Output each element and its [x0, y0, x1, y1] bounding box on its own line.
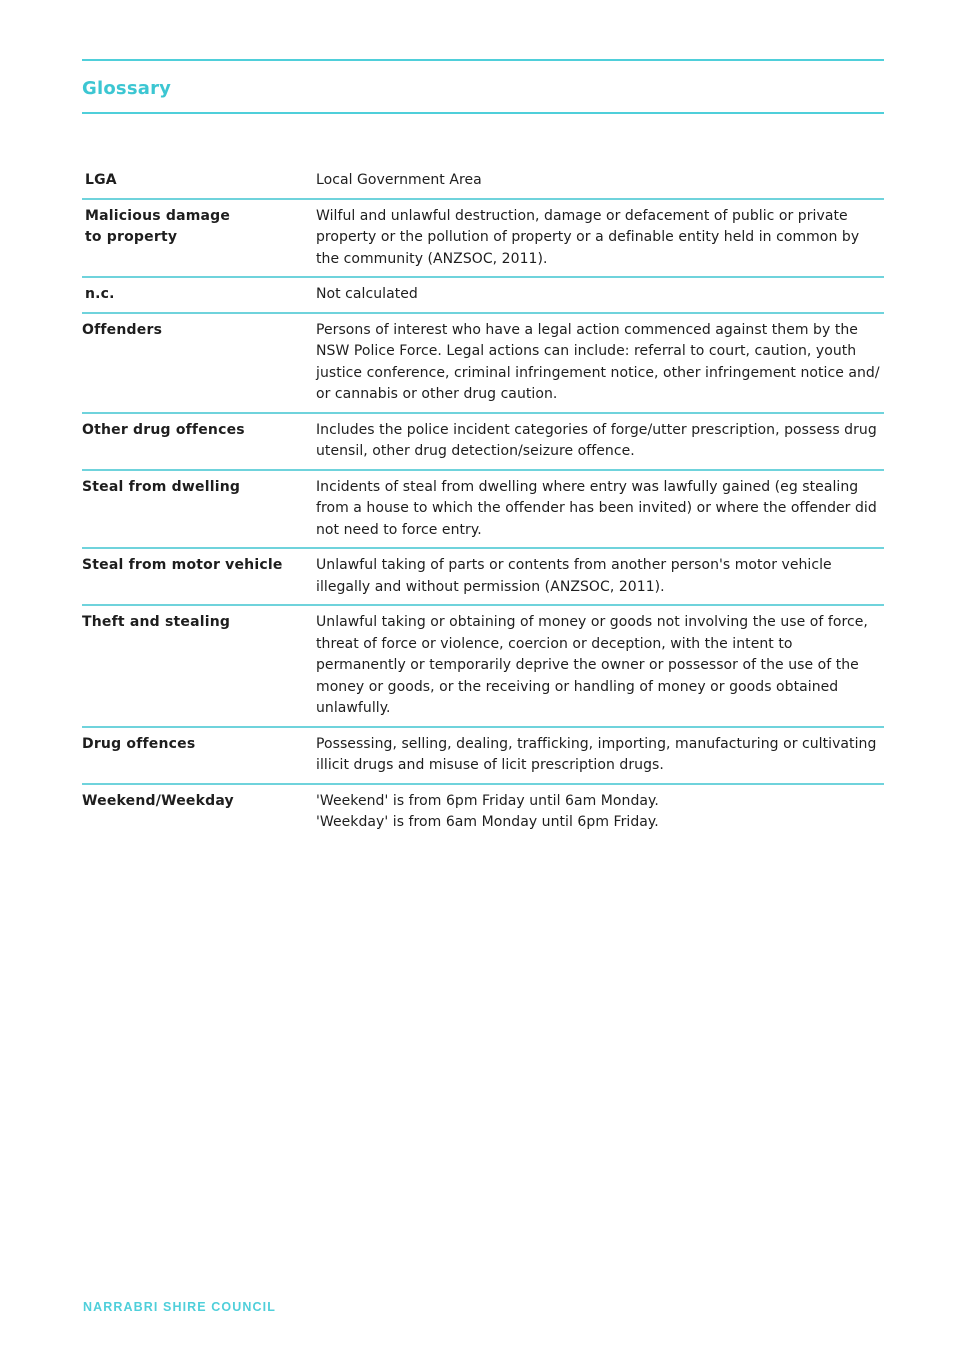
glossary-row-steal-from-dwelling — [82, 475, 884, 550]
glossary-term: Malicious damage to property — [85, 207, 231, 245]
glossary-term: Offenders — [82, 321, 163, 338]
glossary-row-nc — [82, 282, 884, 314]
glossary-row-theft-and-stealing — [82, 610, 884, 728]
glossary-term: Theft and stealing — [82, 614, 231, 630]
glossary-term: Steal from dwelling — [82, 478, 241, 495]
glossary-term: Drug offences — [82, 735, 196, 752]
glossary-definition: Unlawful taking or obtaining of money or goods not involving the use of force, threat of force or violence, coercion or deception, with the intent to permanently or temporarily deprive the owner or possessor of the use of the money or goods, or the receiving or handling of money or goods obtained unlawfully. — [316, 614, 868, 716]
glossary-definition: 'Weekend' is from 6pm Friday until 6am Monday. 'Weekday' is from 6am Monday until 6pm Friday. — [316, 792, 659, 830]
glossary-row-offenders — [82, 318, 884, 414]
glossary-row-malicious-damage — [82, 204, 884, 279]
header-top-divider — [82, 59, 884, 61]
glossary-term: Weekend/Weekday — [82, 792, 234, 809]
glossary-definition: Not calculated — [316, 286, 418, 302]
header-bottom-divider — [82, 112, 884, 114]
glossary-term: Other drug offences — [82, 421, 245, 438]
glossary-definition: Persons of interest who have a legal action commenced against them by the NSW Police Force. Legal actions can include: referral to court, caution, youth justice conference, criminal infringement notice, other infringement notice and/ or cannabis or other drug caution. — [316, 321, 880, 402]
glossary-row-weekend-weekday — [82, 789, 884, 840]
glossary-term: LGA — [85, 172, 117, 188]
glossary-row-steal-from-motor-vehicle — [82, 553, 884, 606]
page-title: Glossary — [82, 78, 172, 99]
footer-organisation-name: NARRABRI SHIRE COUNCIL — [83, 1300, 276, 1314]
glossary-definition: Incidents of steal from dwelling where entry was lawfully gained (eg stealing from a house to which the offender has been invited) or where the offender did not need to force entry. — [316, 478, 877, 538]
glossary-row-other-drug-offences — [82, 418, 884, 471]
glossary-term: Steal from motor vehicle — [82, 557, 283, 573]
glossary-row-lga — [82, 168, 884, 200]
glossary-definition: Includes the police incident categories of forge/utter prescription, possess drug utensil, other drug detection/seizure offence. — [316, 421, 877, 459]
glossary-term: n.c. — [85, 286, 115, 302]
glossary-definition: Unlawful taking of parts or contents from another person's motor vehicle illegally and without permission (ANZSOC, 2011). — [316, 557, 832, 595]
glossary-row-drug-offences — [82, 732, 884, 785]
glossary-definition: Possessing, selling, dealing, trafficking, importing, manufacturing or cultivating illicit drugs and misuse of licit prescription drugs. — [316, 735, 877, 773]
glossary-table — [82, 168, 884, 844]
glossary-definition: Local Government Area — [316, 172, 482, 188]
glossary-definition: Wilful and unlawful destruction, damage or defacement of public or private property or the pollution of property or a definable entity held in common by the community (ANZSOC, 2011). — [316, 207, 860, 267]
